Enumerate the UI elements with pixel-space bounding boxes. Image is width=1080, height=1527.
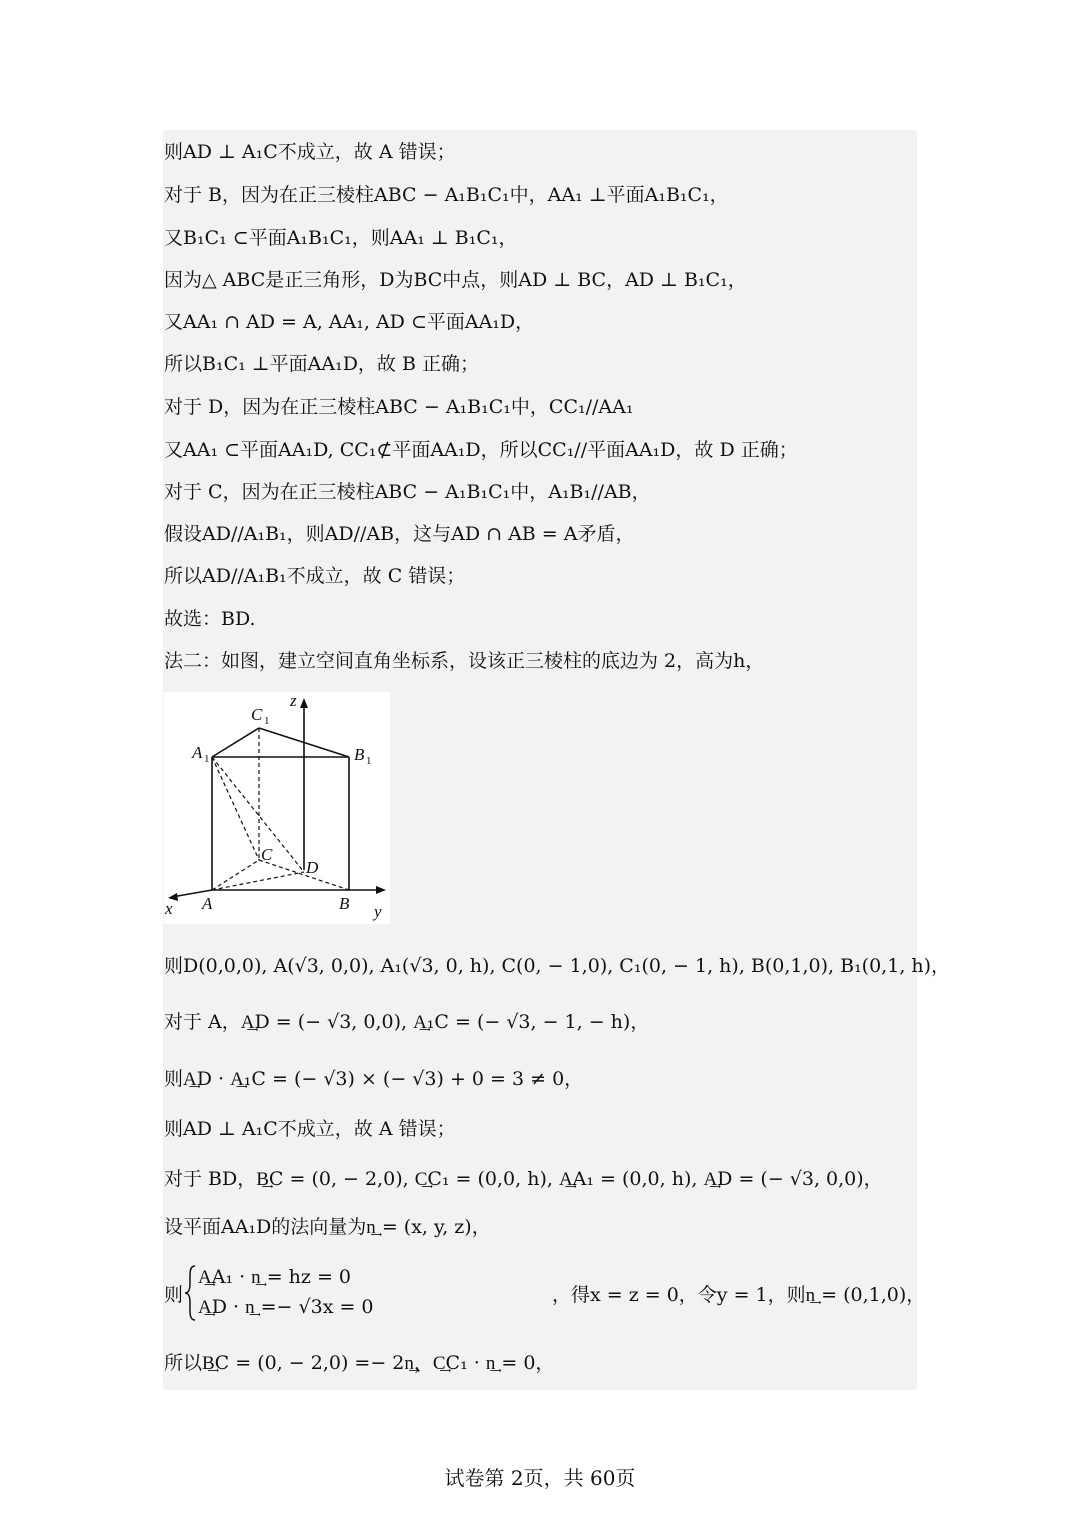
label-z: z [290,692,297,710]
text-line: 对于 BD，B͢C = (0, − 2,0), C͢C₁ = (0,0, h), A͢A₁ = (0,0, h), A͢D = (− √3, 0,0)， [164,1168,883,1190]
text-line: 对于 B，因为在正三棱柱ABC − A₁B₁C₁中，AA₁ ⊥平面A₁B₁C₁， [164,184,729,206]
prism-diagram [164,692,390,924]
label-c1-sub: 1 [264,715,270,727]
text-line: 所以AD//A₁B₁不成立，故 C 错误； [164,565,466,587]
label-d: D [306,858,319,877]
label-a1: A [192,743,203,762]
text-line: 则AD ⊥ A₁C不成立，故 A 错误； [164,141,456,163]
label-x: x [165,899,173,918]
label-y: y [374,902,382,921]
label-a: A [202,894,213,913]
text-line: 又AA₁ ∩ AD = A, AA₁, AD ⊂平面AA₁D， [164,311,535,333]
text-line: 则AD ⊥ A₁C不成立，故 A 错误； [164,1118,456,1140]
text-line: 对于 C，因为在正三棱柱ABC − A₁B₁C₁中，A₁B₁//AB， [164,481,651,503]
segment-a1d [212,757,304,872]
label-b: B [339,894,350,913]
text-line: 所以B₁C₁ ⊥平面AA₁D，故 B 正确； [164,353,479,375]
text-line: 又AA₁ ⊂平面AA₁D, CC₁⊄平面AA₁D，所以CC₁//平面AA₁D，故 D 正确； [164,439,798,461]
text-line: 则A͢D · A͢₁C = (− √3) × (− √3) + 0 = 3 ≠ 0， [164,1068,584,1090]
text-line: 假设AD//A₁B₁，则AD//AB，这与AD ∩ AB = A矛盾， [164,523,635,545]
text-line: 因为△ ABC是正三角形，D为BC中点，则AD ⊥ BC，AD ⊥ B₁C₁， [164,269,747,291]
text-line: 法二：如图，建立空间直角坐标系，设该正三棱柱的底边为 2，高为h， [164,650,765,672]
system-result: ，得x = z = 0，令y = 1，则n͢ = (0,1,0)， [552,1284,926,1306]
page-footer: 试卷第 2页，共 60页 [444,1466,636,1490]
z-axis-arrow [300,698,308,708]
edge-a1c1 [212,728,259,757]
text-line: 则D(0,0,0), A(√3, 0,0), A₁(√3, 0, h), C(0, − 1,0), C₁(0, − 1, h), B(0,1,0), B₁(0,1, h)， [164,955,951,977]
system-prefix: 则 [164,1284,184,1306]
label-a1-sub: 1 [204,753,210,765]
text-line: 对于 A，A͢D = (− √3, 0,0), A͢₁C = (− √3, − 1, − h)， [164,1011,650,1033]
text-line: 故选：BD. [164,608,256,630]
text-line: 设平面AA₁D的法向量为n͢ = (x, y, z)， [164,1216,491,1238]
label-c: C [261,845,273,864]
text-line: 所以B͢C = (0, − 2,0) =− 2n͢，C͢C₁ · n͢ = 0， [164,1352,555,1374]
label-b1-sub: 1 [366,755,372,767]
text-line: 对于 D，因为在正三棱柱ABC − A₁B₁C₁中，CC₁//AA₁ [164,396,634,418]
equation-system [164,1262,926,1326]
left-brace-icon [183,1264,197,1322]
prism-figure [164,692,390,924]
text-line: 又B₁C₁ ⊂平面A₁B₁C₁，则AA₁ ⊥ B₁C₁， [164,227,518,249]
y-axis-arrow [376,886,386,894]
segment-a1c [212,757,259,860]
label-c1: C [251,705,263,724]
system-row-1: A͢A₁ · n͢ = hz = 0 [198,1266,352,1288]
system-row-2: A͢D · n͢ =− √3x = 0 [198,1296,374,1318]
label-b1: B [354,745,365,764]
